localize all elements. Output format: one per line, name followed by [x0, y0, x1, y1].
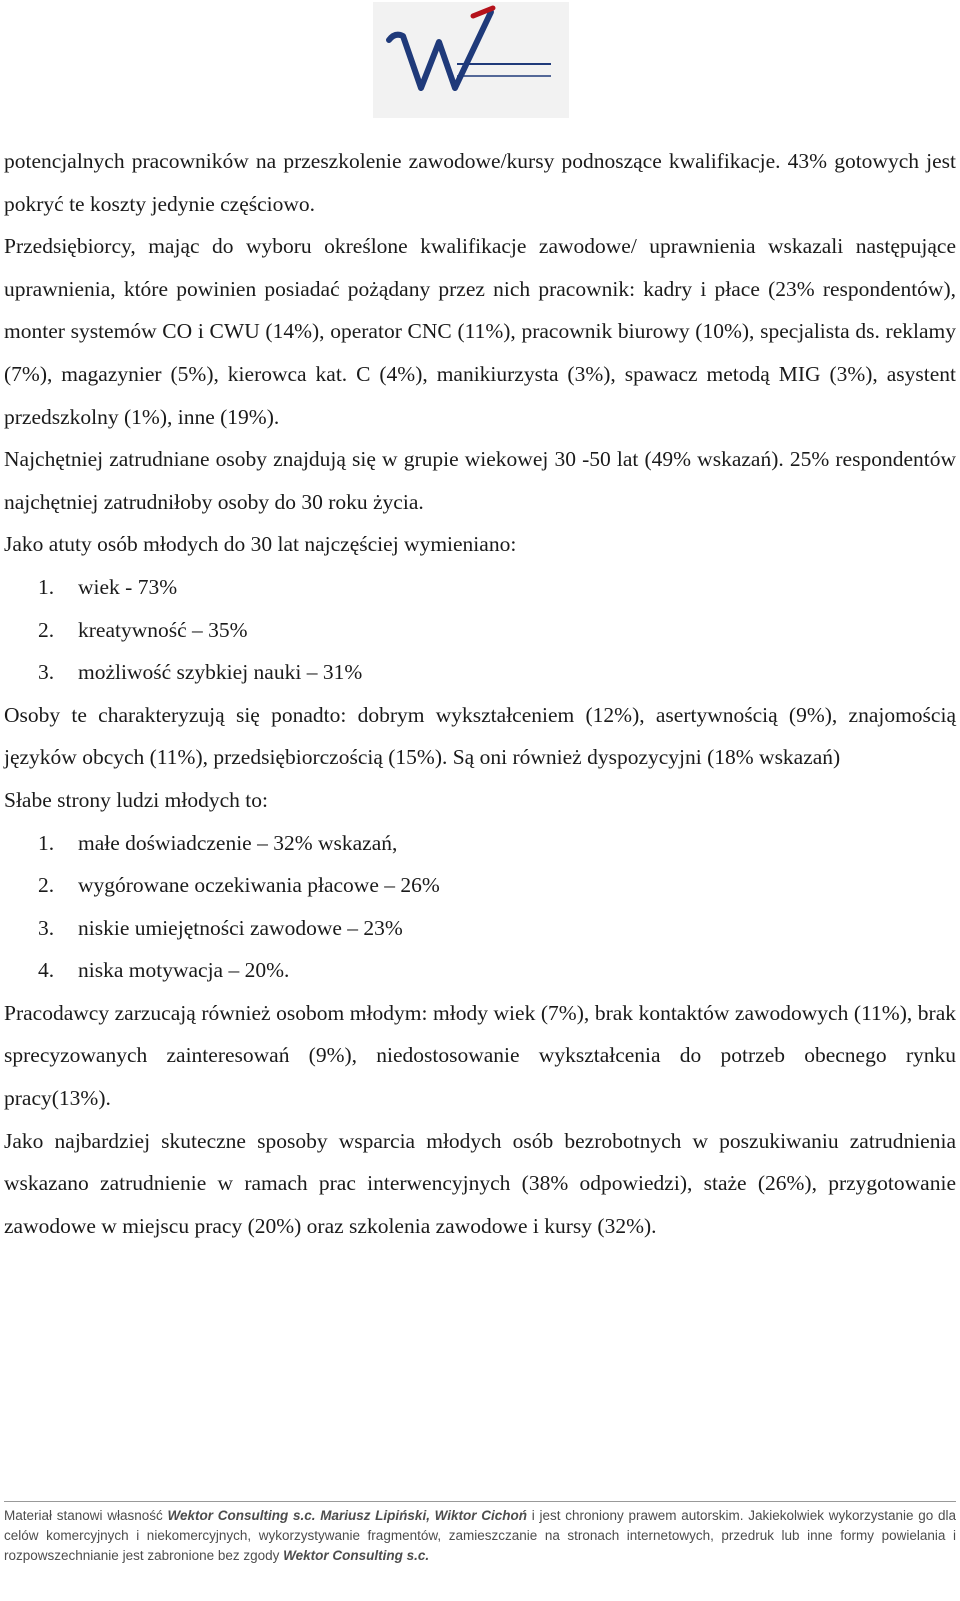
list-item: 4. niska motywacja – 20%.: [38, 958, 290, 983]
list-item: 1. wiek - 73%: [38, 574, 178, 599]
paragraph-weaknesses-intro: Słabe strony ludzi młodych to:: [4, 787, 268, 812]
strengths-list: [4, 566, 956, 694]
paragraph-strengths-intro: Jako atuty osób młodych do 30 lat najczęściej wymieniano:: [4, 532, 517, 557]
paragraph-employer-concerns: Pracodawcy zarzucają również osobom młodym: młody wiek (7%), brak kontaktów zawodowych (11%), brak sprecyzowanych zainteresowań (9%), niedostosowanie wykształcenia do potrzeb obecnego rynku pracy(13%).: [4, 1000, 956, 1111]
weaknesses-list: [4, 822, 956, 992]
list-item: 3. niskie umiejętności zawodowe – 23%: [38, 915, 403, 940]
list-item: 3. możliwość szybkiej nauki – 31%: [38, 660, 363, 685]
company-name: Wektor Consulting s.c.: [283, 1548, 430, 1563]
paragraph-qualifications: Przedsiębiorcy, mając do wyboru określone kwalifikacje zawodowe/ uprawnienia wskazali następujące uprawnienia, które powinien posiadać pożądany przez nich pracownik: kadry i płace (23% respondentów), monter systemów CO i CWU (14%), operator CNC (11%), pracownik biurowy (10%), specjalista ds. reklamy (7%), magazynier (5%), kierowca kat. C (4%), manikiurzysta (3%), spawacz metodą MIG (3%), asystent przedszkolny (1%), inne (19%).: [4, 234, 956, 429]
list-item: 2. wygórowane oczekiwania płacowe – 26%: [38, 873, 440, 898]
company-logo: [373, 2, 569, 118]
footer-divider: [4, 1501, 956, 1502]
copyright-footer: Materiał stanowi własność Wektor Consulting s.c. Mariusz Lipiński, Wiktor Cichoń i jest chroniony prawem autorskim. Jakiekolwiek wykorzystanie go dla celów komercyjnych i niekomercyjnych, wykorzystywanie fragmentów, zamieszczanie na stronach internetowych, przedruk lub inne formy powielania i rozpowszechnianie jest zabronione bez zgody Wektor Consulting s.c.: [4, 1506, 956, 1566]
list-item: 1. małe doświadczenie – 32% wskazań,: [38, 830, 398, 855]
document-body: [4, 140, 956, 1247]
paragraph-support-methods: Jako najbardziej skuteczne sposoby wsparcia młodych osób bezrobotnych w poszukiwaniu zatrudnienia wskazano zatrudnienie w ramach prac interwencyjnych (38% odpowiedzi), staże (26%), przygotowanie zawodowe w miejscu pracy (20%) oraz szkolenia zawodowe i kursy (32%).: [4, 1128, 956, 1238]
paragraph-characteristics: Osoby te charakteryzują się ponadto: dobrym wykształceniem (12%), asertywnością (9%), znajomością języków obcych (11%), przedsiębiorczością (15%). Są oni również dyspozycyjni (18% wskazań): [4, 702, 956, 770]
paragraph-training-costs: potencjalnych pracowników na przeszkolenie zawodowe/kursy podnoszące kwalifikacje. 43% gotowych jest pokryć te koszty jedynie częściowo.: [4, 149, 956, 216]
list-item: 2. kreatywność – 35%: [38, 617, 248, 642]
logo-graphic: [373, 2, 569, 118]
company-name: Wektor Consulting s.c. Mariusz Lipiński, Wiktor Cichoń: [167, 1508, 528, 1523]
paragraph-age-groups: Najchętniej zatrudniane osoby znajdują się w grupie wiekowej 30 -50 lat (49% wskazań). 25% respondentów najchętniej zatrudniłoby osoby do 30 roku życia.: [4, 447, 956, 514]
